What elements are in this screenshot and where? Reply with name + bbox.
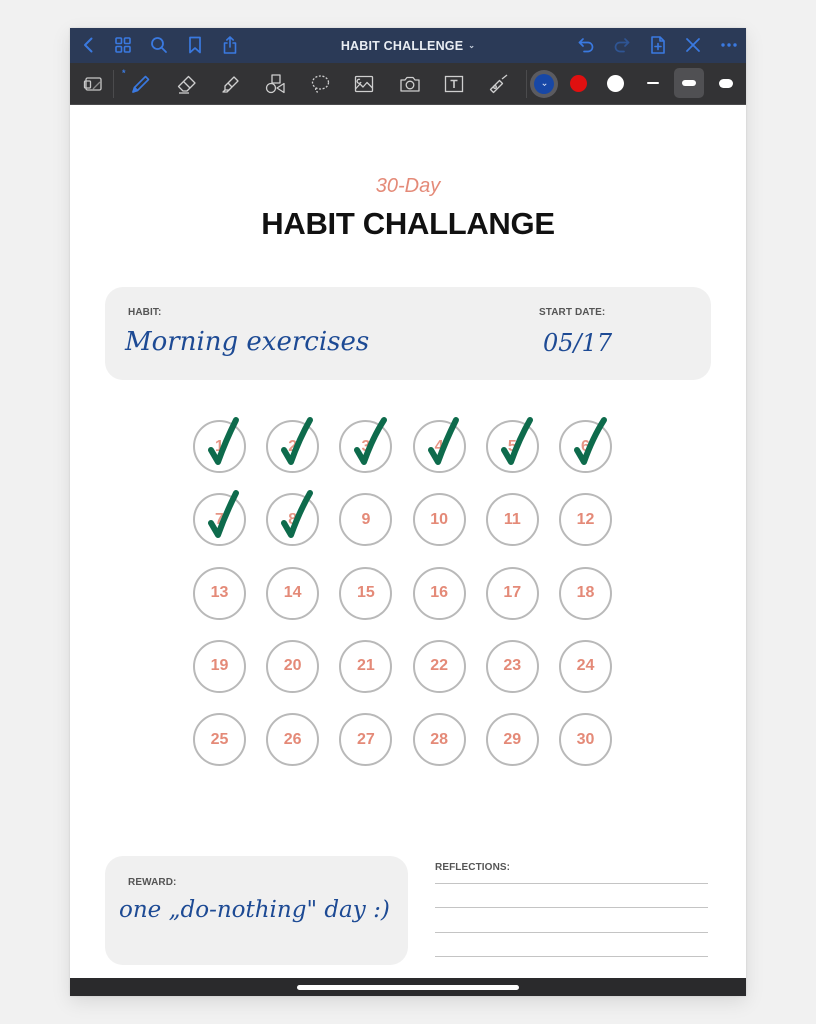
document-title-area bbox=[70, 28, 746, 63]
bluetooth-indicator: * bbox=[122, 68, 126, 78]
more-icon[interactable] bbox=[718, 34, 740, 56]
day-number: 2 bbox=[288, 437, 298, 455]
toolbar-divider bbox=[526, 70, 527, 98]
back-icon[interactable] bbox=[78, 34, 100, 56]
day-number: 7 bbox=[215, 510, 224, 528]
day-number: 18 bbox=[576, 584, 595, 602]
day-number: 11 bbox=[503, 510, 521, 528]
day-number: 6 bbox=[581, 437, 590, 455]
color-swatch-blue bbox=[534, 74, 554, 94]
day-circle[interactable] bbox=[193, 493, 246, 546]
pen-icon[interactable] bbox=[128, 71, 154, 97]
lasso-icon[interactable] bbox=[307, 71, 333, 97]
undo-icon[interactable] bbox=[575, 34, 597, 56]
reflection-line[interactable] bbox=[435, 883, 708, 884]
day-circle[interactable] bbox=[559, 567, 612, 620]
eraser-icon[interactable] bbox=[174, 71, 200, 97]
stroke-width-medium-selected[interactable] bbox=[674, 68, 704, 98]
day-number: 19 bbox=[210, 657, 229, 675]
highlighter-icon[interactable] bbox=[218, 71, 244, 97]
day-circle[interactable] bbox=[413, 420, 466, 473]
thin-stroke-icon bbox=[647, 82, 659, 84]
drawing-toolbar bbox=[70, 63, 746, 105]
day-circle[interactable] bbox=[266, 420, 319, 473]
day-circle[interactable] bbox=[339, 713, 392, 766]
reflection-line[interactable] bbox=[435, 932, 708, 933]
day-circle[interactable] bbox=[486, 493, 539, 546]
chevron-down-icon: ⌄ bbox=[468, 41, 476, 50]
share-icon[interactable] bbox=[219, 34, 241, 56]
close-icon[interactable] bbox=[682, 34, 704, 56]
day-number: 8 bbox=[288, 510, 298, 528]
start-date-handwritten-value: 05/17 bbox=[543, 329, 613, 357]
day-circle[interactable] bbox=[486, 420, 539, 473]
day-number: 10 bbox=[430, 510, 448, 528]
day-number: 24 bbox=[576, 657, 595, 675]
color-swatch-white[interactable] bbox=[607, 75, 624, 92]
day-number: 27 bbox=[356, 730, 375, 748]
day-number: 21 bbox=[356, 657, 375, 675]
day-number: 26 bbox=[283, 730, 302, 748]
day-circle[interactable] bbox=[559, 713, 612, 766]
day-circle[interactable] bbox=[266, 713, 319, 766]
day-circle[interactable] bbox=[413, 713, 466, 766]
day-circle[interactable] bbox=[266, 567, 319, 620]
notebook-page[interactable] bbox=[70, 105, 746, 978]
day-circle[interactable] bbox=[266, 493, 319, 546]
stroke-width-thin[interactable] bbox=[638, 68, 668, 98]
chevron-down-icon bbox=[541, 81, 548, 88]
habit-handwritten-value: Morning exercises bbox=[125, 327, 370, 357]
day-circle[interactable] bbox=[339, 567, 392, 620]
day-circle[interactable] bbox=[486, 567, 539, 620]
stroke-width-thick[interactable] bbox=[711, 68, 741, 98]
day-number: 17 bbox=[503, 584, 522, 602]
document-title-button[interactable] bbox=[341, 39, 475, 53]
search-icon[interactable] bbox=[148, 34, 170, 56]
day-number: 16 bbox=[430, 584, 448, 602]
color-swatch-blue-selected[interactable] bbox=[530, 70, 558, 98]
day-circle[interactable] bbox=[193, 640, 246, 693]
day-circle[interactable] bbox=[486, 640, 539, 693]
day-number: 12 bbox=[576, 510, 595, 528]
day-number: 28 bbox=[430, 730, 448, 748]
camera-icon[interactable] bbox=[397, 71, 423, 97]
day-circle[interactable] bbox=[193, 567, 246, 620]
shapes-icon[interactable] bbox=[262, 71, 288, 97]
reward-label: REWARD: bbox=[128, 877, 177, 888]
page-title: HABIT CHALLANGE bbox=[261, 206, 555, 241]
laser-pointer-icon[interactable] bbox=[486, 71, 512, 97]
document-title: HABIT CHALLENGE bbox=[340, 38, 464, 53]
day-number: 30 bbox=[576, 730, 595, 748]
day-circle[interactable] bbox=[193, 713, 246, 766]
day-circle[interactable] bbox=[559, 420, 612, 473]
day-circle[interactable] bbox=[559, 493, 612, 546]
day-number: 5 bbox=[507, 437, 517, 455]
reflection-line[interactable] bbox=[435, 956, 708, 957]
day-number: 13 bbox=[210, 584, 229, 602]
reward-box[interactable] bbox=[105, 856, 408, 965]
thick-stroke-icon bbox=[719, 79, 733, 88]
reward-handwritten-value: one „do-nothing" day :) bbox=[119, 897, 390, 923]
medium-stroke-icon bbox=[682, 80, 696, 86]
top-navigation-bar bbox=[70, 28, 746, 63]
start-date-label: START DATE: bbox=[539, 307, 606, 318]
reflections-label: REFLECTIONS: bbox=[435, 862, 511, 873]
toolbar-divider bbox=[113, 70, 114, 98]
day-circle[interactable] bbox=[559, 640, 612, 693]
day-number: 1 bbox=[215, 437, 224, 455]
habit-label: HABIT: bbox=[128, 307, 162, 318]
day-circle[interactable] bbox=[486, 713, 539, 766]
day-circle[interactable] bbox=[339, 493, 392, 546]
reflections-section bbox=[435, 856, 708, 966]
day-number: 22 bbox=[430, 657, 448, 675]
day-number: 14 bbox=[283, 584, 302, 602]
day-circle[interactable] bbox=[413, 567, 466, 620]
image-icon[interactable] bbox=[351, 71, 377, 97]
day-circle[interactable] bbox=[413, 493, 466, 546]
habit-info-box[interactable] bbox=[105, 287, 711, 380]
text-box-icon[interactable] bbox=[441, 71, 467, 97]
reflection-line[interactable] bbox=[435, 907, 708, 908]
day-circle[interactable] bbox=[413, 640, 466, 693]
day-number: 3 bbox=[361, 437, 371, 455]
redo-icon[interactable] bbox=[611, 34, 633, 56]
day-circle[interactable] bbox=[266, 640, 319, 693]
day-number: 25 bbox=[210, 730, 229, 748]
day-number: 20 bbox=[283, 657, 302, 675]
day-number: 23 bbox=[503, 657, 522, 675]
add-page-icon[interactable] bbox=[647, 34, 669, 56]
bookmark-icon[interactable] bbox=[184, 34, 206, 56]
day-circle[interactable] bbox=[339, 420, 392, 473]
tablet-screen bbox=[70, 28, 746, 996]
day-number: 9 bbox=[361, 510, 371, 528]
day-circle[interactable] bbox=[193, 420, 246, 473]
page-subtitle: 30-Day bbox=[375, 175, 441, 197]
day-number: 29 bbox=[503, 730, 522, 748]
color-swatch-red[interactable] bbox=[570, 75, 587, 92]
day-number: 15 bbox=[356, 584, 375, 602]
day-circle[interactable] bbox=[339, 640, 392, 693]
home-indicator[interactable] bbox=[297, 985, 519, 990]
read-only-mode-icon[interactable] bbox=[80, 71, 106, 97]
day-number: 4 bbox=[434, 437, 444, 455]
thumbnails-grid-icon[interactable] bbox=[112, 34, 134, 56]
home-indicator-area bbox=[70, 978, 746, 996]
